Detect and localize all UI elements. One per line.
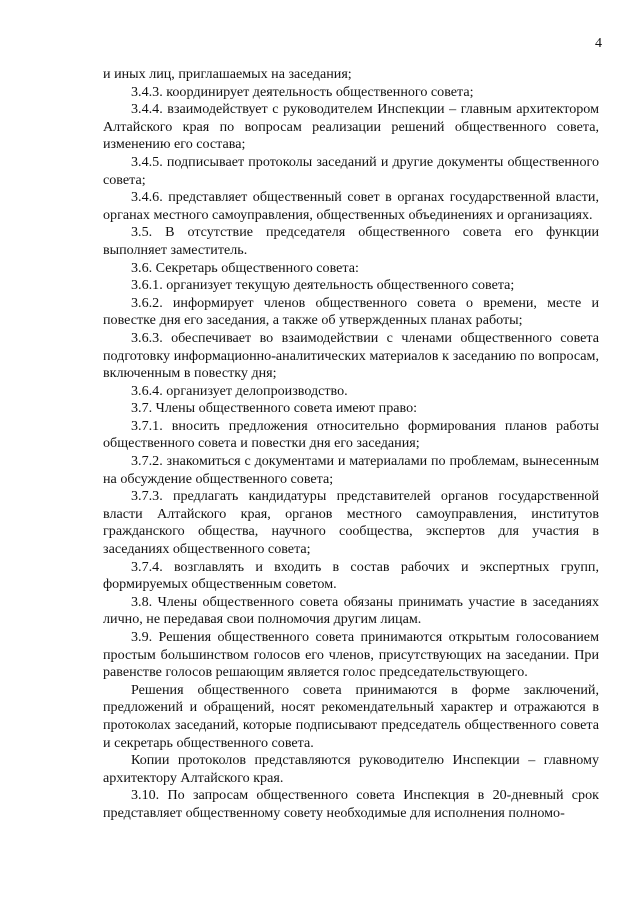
paragraph: 3.7. Члены общественного совета имеют право: <box>131 400 418 417</box>
paragraph: 3.6.4. организует делопроизводство. <box>131 382 348 399</box>
document-body <box>103 66 599 823</box>
paragraph: 3.6.2. информирует членов общественного совета о времени, месте и повестке дня его заседания, а также об утвержденных планах работы; <box>103 294 599 329</box>
paragraph: Копии протоколов представляются руководителю Инспекции – главному архитектору Алтайского края. <box>103 752 599 786</box>
paragraph: 3.4.6. представляет общественный совет в органах государственной власти, органах местного самоуправления, общественных объединениях и организациях. <box>103 189 599 223</box>
paragraph: 3.8. Члены общественного совета обязаны принимать участие в заседаниях лично, не передавая свои полномочия другим лицам. <box>103 593 599 628</box>
paragraph: 3.7.2. знакомиться с документами и материалами по проблемам, вынесенным на обсуждение общественного совета; <box>103 453 599 487</box>
paragraph: 3.4.3. координирует деятельность общественного совета; <box>131 83 474 100</box>
paragraph: Решения общественного совета принимаются в форме заключений, предложений и обращений, носят рекомендательный характер и отражаются в протоколах заседаний, которые подписывают председатель общественного совета и секретарь общественного совета. <box>103 681 599 751</box>
paragraph: 3.6. Секретарь общественного совета: <box>131 259 359 276</box>
paragraph: 3.4.4. взаимодействует с руководителем Инспекции – главным архитектором Алтайского края по вопросам реализации решений общественного совета, изменению его состава; <box>103 101 599 153</box>
paragraph: 3.5. В отсутствие председателя общественного совета его функции выполняет заместитель. <box>103 224 599 258</box>
paragraph: 3.4.5. подписывает протоколы заседаний и другие документы общественного совета; <box>103 153 599 188</box>
page-number: 4 <box>595 36 602 51</box>
paragraph: 3.7.4. возглавлять и входить в состав рабочих и экспертных групп, формируемых общественным советом. <box>103 558 599 593</box>
paragraph: 3.7.1. вносить предложения относительно формирования планов работы общественного совета и повестки дня его заседания; <box>103 417 599 452</box>
paragraph: и иных лиц, приглашаемых на заседания; <box>103 66 352 82</box>
paragraph: 3.7.3. предлагать кандидатуры представителей органов государственной власти Алтайского края, органов местного самоуправления, институтов гражданского общества, научного сообщества, экспертов для участия в заседаниях общественного совета; <box>103 488 599 558</box>
paragraph: 3.6.3. обеспечивает во взаимодействии с членами общественного совета подготовку информационно-аналитических материалов к заседанию по вопросам, включенным в повестку дня; <box>103 329 599 382</box>
paragraph: 3.6.1. организует текущую деятельность общественного совета; <box>131 277 515 294</box>
paragraph: 3.9. Решения общественного совета принимаются открытым голосованием простым большинством голосов его членов, присутствующих на заседании. При равенстве голосов решающим является голос председательствующего. <box>103 629 599 681</box>
paragraph: 3.10. По запросам общественного совета Инспекция в 20-дневный срок представляет общественному совету необходимые для исполнения полномо- <box>103 787 599 821</box>
